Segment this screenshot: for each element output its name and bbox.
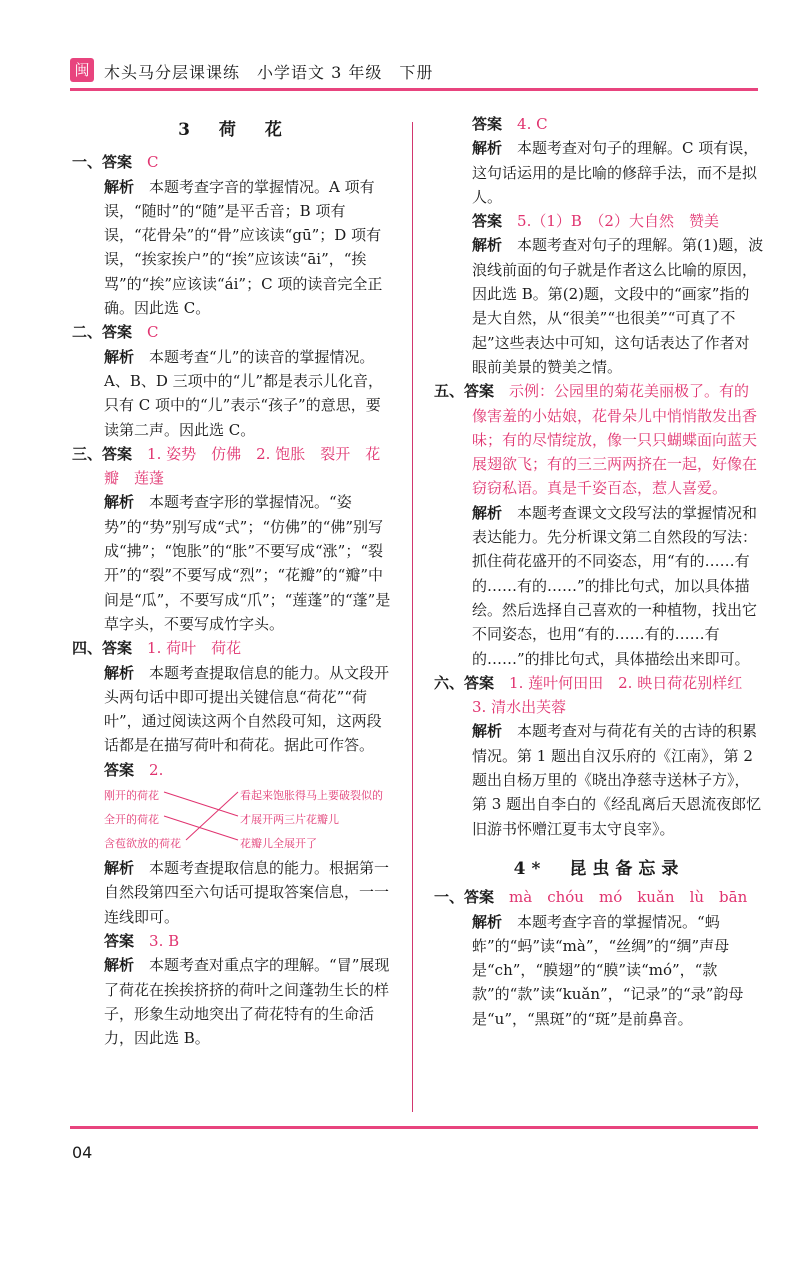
footer-rule xyxy=(70,1126,758,1129)
r1-analysis: 解析 本题考查对句子的理解。C 项有误，这句话运用的是比喻的修辞手法，而不是拟人。 xyxy=(472,139,759,206)
right-column xyxy=(434,112,764,1031)
match-right-2: 才展开两三片花瓣儿 xyxy=(240,813,339,827)
section-4-answer-3: 答案 3. B xyxy=(104,931,180,950)
section-5-answer: 五、答案 示例：公园里的菊花美丽极了。有的像害羞的小姑娘，花骨朵儿中悄悄散发出香味；有的尽情绽放，像一只只蝴蝶面向蓝天展翅欲飞；有的三三两两挤在一起，好像在窃窃私语。真是千姿百态，惹人喜爱。 xyxy=(434,382,758,498)
section-4-answer-2: 答案 2. xyxy=(104,760,164,779)
section-6-answer: 六、答案 1. 莲叶何田田 2. 映日荷花别样红 3. 清水出芙蓉 xyxy=(434,673,758,717)
section-6-analysis: 解析 本题考查对与荷花有关的古诗的积累情况。第 1 题出自汉乐府的《江南》，第 2 题出自杨万里的《晓出净慈寺送林子方》，第 3 题出自李白的《经乱离后天恩流夜郎忆旧游书怀赠江夏韦太守良宰》。 xyxy=(472,722,762,838)
header-rule xyxy=(70,88,758,91)
lesson-title: 3 荷 花 xyxy=(178,120,288,140)
section-3-analysis: 解析 本题考查字形的掌握情况。“姿势”的“势”别写成“式”；“仿佛”的“佛”别写成“拂”；“饱胀”的“胀”不要写成“涨”；“裂开”的“裂”不要写成“烈”；“花瓣”的“瓣”中间是“瓜”，不要写成“爪”；“莲蓬”的“蓬”是草字头，不要写成竹字头。 xyxy=(104,493,391,633)
section-1-analysis: 解析 本题考查字音的掌握情况。A 项有误，“随时”的“随”是平舌音；B 项有误，“花骨朵”的“骨”应该读“gū”；D 项有误，“挨家挨户”的“挨”应该读“āi”，“挨骂”的“挨”应该读“ái”；C 项的读音完全正确。因此选 C。 xyxy=(104,177,383,318)
r2-analysis: 解析 本题考查对句子的理解。第(1)题，波浪线前面的句子就是作者这么比喻的原因，因此选 B。第(2)题，文段中的“画家”指的是大自然，从“很美”“也很美”“可真了不起”这些表达中可知，这句话表达了作者对眼前美景的赞美之情。 xyxy=(472,236,764,376)
header-title: 木头马分层课课练 小学语文 3 年级 下册 xyxy=(104,63,434,82)
page-header xyxy=(0,50,810,96)
section-4-analysis: 解析 本题考查提取信息的能力。从文段开头两句话中即可提出关键信息“荷花”“荷叶”，通过阅读这两个自然段可知，这两段话都是在描写荷叶和荷花。据此可作答。 xyxy=(104,663,390,755)
section-7-answer: 一、答案 mà chóu mó kuǎn lù bān xyxy=(434,888,748,907)
section-1-answer: 一、答案 C xyxy=(72,153,159,172)
section-4-answer: 四、答案 1. 荷叶 荷花 xyxy=(72,639,242,658)
publisher-logo: 闽 xyxy=(70,58,94,82)
column-divider xyxy=(412,122,413,1112)
section-2-analysis: 解析 本题考查“儿”的读音的掌握情况。A、B、D 三项中的“儿”都是表示儿化音，只有 C 项中的“儿”表示“孩子”的意思，要读第二声。因此选 C。 xyxy=(104,347,383,439)
left-column xyxy=(72,112,394,1050)
section-4-analysis-2: 解析 本题考查提取信息的能力。根据第一自然段第四至六句话可提取答案信息，一一连线即可。 xyxy=(104,859,390,926)
section-5-analysis: 解析 本题考查课文文段写法的掌握情况和表达能力。先分析课文第二自然段的写法：抓住荷花盛开的不同姿态，用“有的……有的……有的……”的排比句式，加以具体描绘。然后选择自己喜欢的一种植物，找出它不同姿态，也用“有的……有的……有的……”的排比句式，具体描绘出来即可。 xyxy=(472,503,758,668)
section-4-analysis-3: 解析 本题考查对重点字的理解。“冒”展现了荷花在挨挨挤挤的荷叶之间蓬勃生长的样子，形象生动地突出了荷花特有的生命活力，因此选 B。 xyxy=(104,956,390,1048)
matching-diagram xyxy=(104,782,394,856)
r1-answer: 答案 4. C xyxy=(472,115,548,133)
r2-answer: 答案 5.（1）B （2）大自然 赞美 xyxy=(472,212,719,231)
match-left-2: 全开的荷花 xyxy=(104,813,159,827)
match-lines xyxy=(104,782,394,856)
page-number: 04 xyxy=(72,1143,93,1162)
section-3-answer: 三、答案 1. 姿势 仿佛 2. 饱胀 裂开 花瓣 莲蓬 xyxy=(72,444,381,488)
lesson-4-title: 4* 昆虫备忘录 xyxy=(513,858,685,879)
section-2-answer: 二、答案 C xyxy=(72,323,159,342)
match-right-1: 看起来饱胀得马上要破裂似的 xyxy=(240,789,383,803)
match-left-1: 刚开的荷花 xyxy=(104,789,159,803)
section-7-analysis: 解析 本题考查字音的掌握情况。“蚂蚱”的“蚂”读“mà”，“丝绸”的“绸”声母是“ch”，“膜翅”的“膜”读“mó”，“款款”的“款”读“kuǎn”，“记录”的“录”韵母是“u”，“黑斑”的“斑”是前鼻音。 xyxy=(472,912,744,1028)
match-right-3: 花瓣儿全展开了 xyxy=(240,837,317,851)
match-left-3: 含苞欲放的荷花 xyxy=(104,837,181,851)
